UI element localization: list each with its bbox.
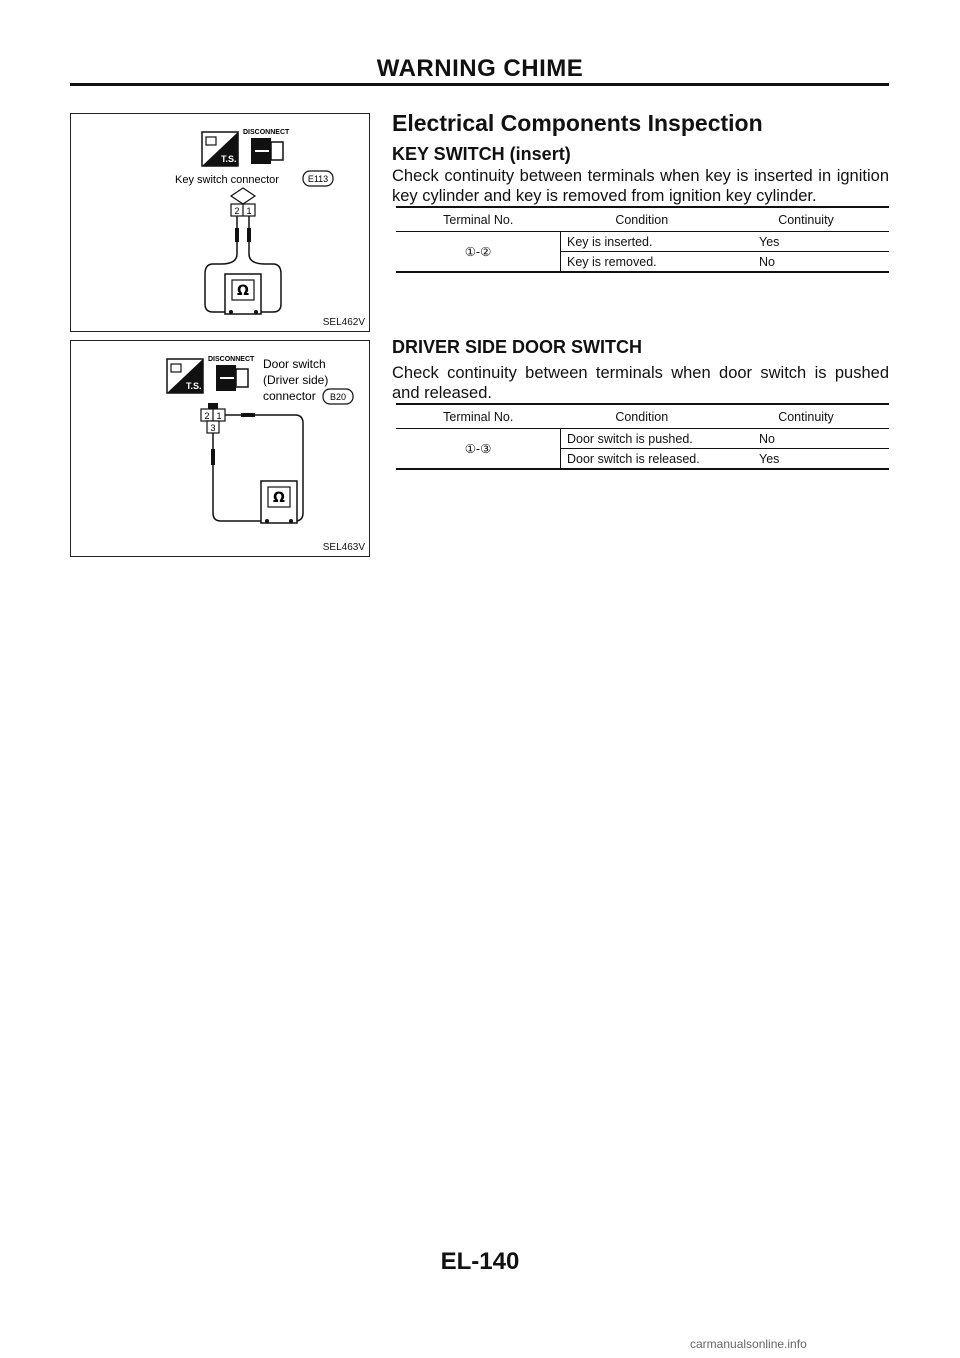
figure-id-label: SEL463V: [322, 542, 365, 553]
ts-icon: [202, 132, 238, 166]
svg-text:2: 2: [234, 206, 240, 216]
condition-cell: Door switch is released.: [567, 451, 700, 466]
ts-label: T.S.: [221, 154, 237, 164]
page-header-title: WARNING CHIME: [376, 55, 584, 82]
svg-text:E113: E113: [307, 174, 329, 184]
svg-text:1: 1: [246, 206, 252, 216]
header-terminal: Terminal No.: [396, 404, 561, 429]
connector-label-line2: (Driver side): [263, 373, 329, 387]
key-switch-diagram: [71, 114, 369, 331]
door-switch-figure: [70, 340, 370, 557]
terminal-cell: ①-③: [396, 429, 561, 470]
key-switch-figure: [70, 113, 370, 332]
continuity-cell: No: [759, 254, 775, 269]
connector-terminal-block: [201, 403, 225, 433]
header-condition: Condition: [561, 207, 724, 232]
ohmmeter-icon: [261, 481, 297, 523]
svg-text:Ω: Ω: [273, 490, 285, 506]
connector-label-line1: Door switch: [263, 357, 326, 371]
page-number: EL-140: [440, 1248, 520, 1275]
key-switch-title: KEY SWITCH (insert): [392, 144, 571, 164]
condition-cell: Key is inserted.: [561, 232, 724, 252]
table-header-row: [396, 404, 889, 429]
continuity-cell: No: [723, 429, 889, 449]
svg-text:B20: B20: [329, 392, 347, 402]
connector-code-badge: [303, 171, 333, 186]
table-row: [396, 429, 889, 449]
key-switch-description: Check continuity between terminals when key is inserted in ignition key cylinder and key is removed from ignition key cylinder.: [392, 167, 889, 205]
terminal-cell: ①-②: [396, 232, 561, 273]
condition-cell: Key is removed.: [567, 254, 657, 269]
door-switch-description: Check continuity between terminals when door switch is pushed and released.: [392, 364, 889, 402]
door-switch-diagram: [71, 341, 369, 556]
header-terminal: Terminal No.: [396, 207, 561, 232]
continuity-cell: Yes: [759, 451, 780, 466]
continuity-cell: Yes: [723, 232, 889, 252]
section-title: Electrical Components Inspection: [392, 110, 763, 136]
table-row: [396, 232, 889, 252]
watermark-text[interactable]: carmanualsonline.info: [690, 1337, 807, 1351]
header-continuity: Continuity: [723, 404, 889, 429]
disconnect-label: DISCONNECT: [243, 129, 290, 136]
condition-cell: Door switch is pushed.: [561, 429, 724, 449]
disconnect-label: DISCONNECT: [208, 356, 255, 363]
disconnect-connector-icon: [216, 365, 248, 391]
connector-terminal-block: [231, 188, 255, 216]
door-switch-title: DRIVER SIDE DOOR SWITCH: [392, 337, 643, 357]
ts-icon: [167, 359, 203, 393]
door-switch-table: [396, 403, 889, 470]
svg-text:3: 3: [210, 423, 216, 433]
header-divider: [70, 83, 889, 86]
key-switch-table: [396, 206, 889, 273]
connector-label-line3: connector: [263, 389, 316, 403]
header-continuity: Continuity: [723, 207, 889, 232]
figure-id-label: SEL462V: [322, 317, 365, 328]
ohmmeter-icon: [225, 274, 261, 314]
connector-label: Key switch connector: [175, 174, 279, 186]
header-condition: Condition: [561, 404, 724, 429]
svg-text:2: 2: [204, 411, 210, 421]
svg-text:1: 1: [216, 411, 222, 421]
table-header-row: [396, 207, 889, 232]
connector-code-badge: [323, 389, 353, 404]
disconnect-connector-icon: [251, 138, 283, 164]
ts-label: T.S.: [186, 381, 202, 391]
svg-text:Ω: Ω: [237, 283, 249, 299]
